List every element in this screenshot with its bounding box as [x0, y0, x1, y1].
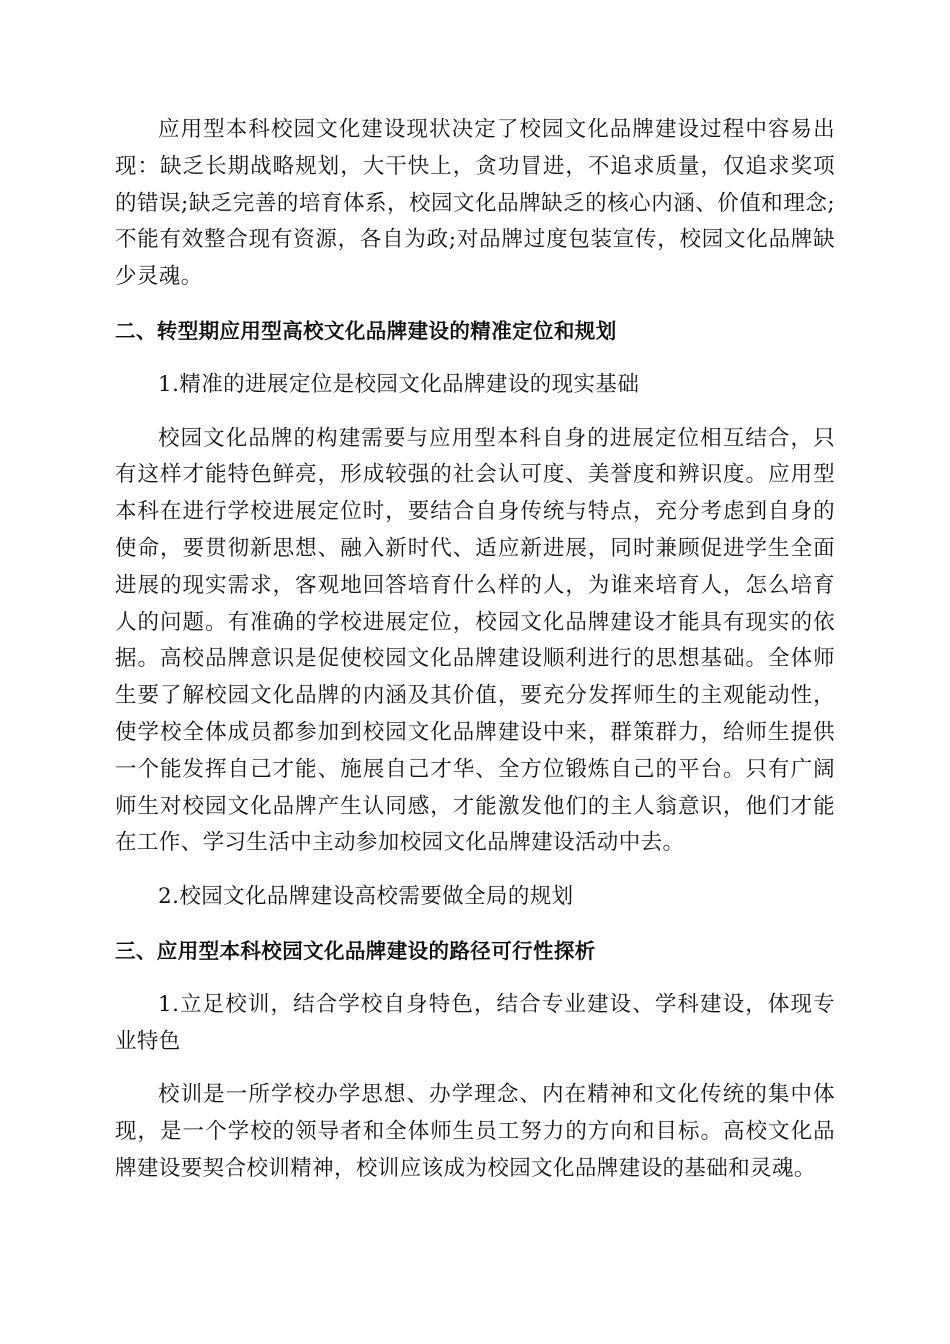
section-heading-3: 三、应用型本科校园文化品牌建设的路径可行性探析 — [115, 938, 596, 963]
paragraph-motto: 校训是一所学校办学思想、办学理念、内在精神和文化传统的集中体现，是一个学校的领导者和全体师生员工努力的方向和目标。高校文化品牌建设要契合校训精神，校训应该成为校园文化品牌建设的基础和灵魂。 — [115, 1082, 835, 1181]
subheading-2-1: 1.精准的进展定位是校园文化品牌建设的现实基础 — [158, 371, 640, 397]
subheading-2-2: 2.校园文化品牌建设高校需要做全局的规划 — [158, 884, 574, 910]
document-page — [115, 112, 835, 1188]
section-heading-2: 二、转型期应用型高校文化品牌建设的精准定位和规划 — [115, 318, 617, 343]
subheading-3-1: 1.立足校训，结合学校自身特色，结合专业建设、学科建设，体现专业特色 — [115, 991, 835, 1054]
paragraph-status-quo: 应用型本科校园文化建设现状决定了校园文化品牌建设过程中容易出现：缺乏长期战略规划，大干快上，贪功冒进，不追求质量，仅追求奖项的错误;缺乏完善的培育体系，校园文化品牌缺乏的核心内涵、价值和理念;不能有效整合现有资源，各自为政;对品牌过度包装宣传，校园文化品牌缺少灵魂。 — [115, 117, 835, 290]
paragraph-positioning: 校园文化品牌的构建需要与应用型本科自身的进展定位相互结合，只有这样才能特色鲜亮，形成较强的社会认可度、美誉度和辨识度。应用型本科在进行学校进展定位时，要结合自身传统与特点，充分考虑到自身的使命，要贯彻新思想、融入新时代、适应新进展，同时兼顾促进学生全面进展的现实需求，客观地回答培育什么样的人，为谁来培育人，怎么培育人的问题。有准确的学校进展定位，校园文化品牌建设才能具有现实的依据。高校品牌意识是促使校园文化品牌建设顺利进行的思想基础。全体师生要了解校园文化品牌的内涵及其价值，要充分发挥师生的主观能动性，使学校全体成员都参加到校园文化品牌建设中来，群策群力，给师生提供一个能发挥自己才能、施展自己才华、全方位锻炼自己的平台。只有广阔师生对校园文化品牌产生认同感，才能激发他们的主人翁意识，他们才能在工作、学习生活中主动参加校园文化品牌建设活动中去。 — [115, 425, 835, 856]
